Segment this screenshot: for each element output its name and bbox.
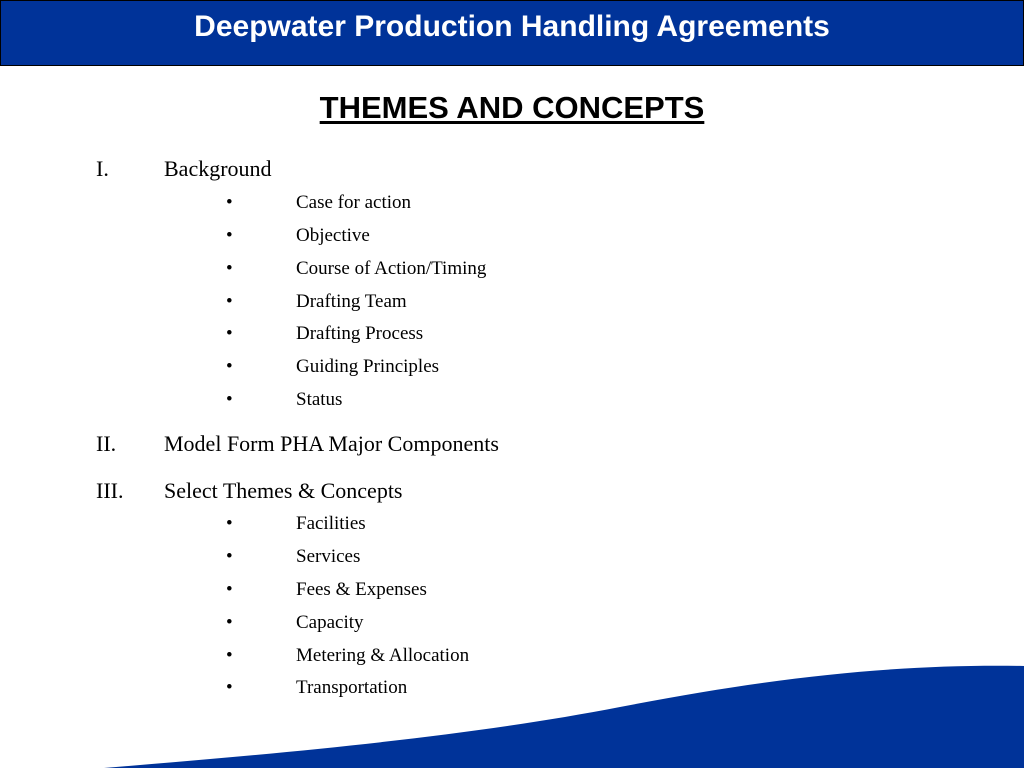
bullet-icon: • xyxy=(226,645,233,666)
bullet-label: Objective xyxy=(296,225,370,246)
bullet-icon: • xyxy=(226,513,233,534)
bullet-label: Drafting Process xyxy=(296,323,424,344)
section-numeral: I. xyxy=(96,156,109,181)
bullet-icon: • xyxy=(226,546,233,567)
bullet-icon: • xyxy=(226,389,233,410)
bullet-label: Metering & Allocation xyxy=(296,645,470,666)
bullet-icon: • xyxy=(226,356,233,377)
section-numeral: III. xyxy=(96,478,124,503)
section-heading: THEMES AND CONCEPTS xyxy=(319,90,705,125)
bullet-label: Drafting Team xyxy=(296,291,407,312)
wave-shape xyxy=(104,666,1024,768)
bullet-label: Course of Action/Timing xyxy=(296,258,487,279)
bullet-icon: • xyxy=(226,291,233,312)
section-label: Model Form PHA Major Components xyxy=(164,431,499,456)
bullet-label: Capacity xyxy=(296,612,364,633)
bullet-icon: • xyxy=(226,612,233,633)
bullet-label: Guiding Principles xyxy=(296,356,440,377)
bullet-label: Fees & Expenses xyxy=(296,579,427,600)
bullet-icon: • xyxy=(226,579,233,600)
section-label: Select Themes & Concepts xyxy=(164,478,403,503)
bullet-icon: • xyxy=(226,192,233,213)
bullet-icon: • xyxy=(226,323,233,344)
section-label: Background xyxy=(164,156,272,181)
bullet-label: Facilities xyxy=(296,513,366,534)
bullet-label: Case for action xyxy=(296,192,412,213)
bullet-label: Status xyxy=(296,389,343,410)
bullet-label: Transportation xyxy=(296,677,408,698)
bullet-icon: • xyxy=(226,677,233,698)
bullet-icon: • xyxy=(226,225,233,246)
slide-title: Deepwater Production Handling Agreements xyxy=(194,10,830,43)
section-numeral: II. xyxy=(96,431,117,456)
bullet-label: Services xyxy=(296,546,361,567)
bullet-icon: • xyxy=(226,258,233,279)
